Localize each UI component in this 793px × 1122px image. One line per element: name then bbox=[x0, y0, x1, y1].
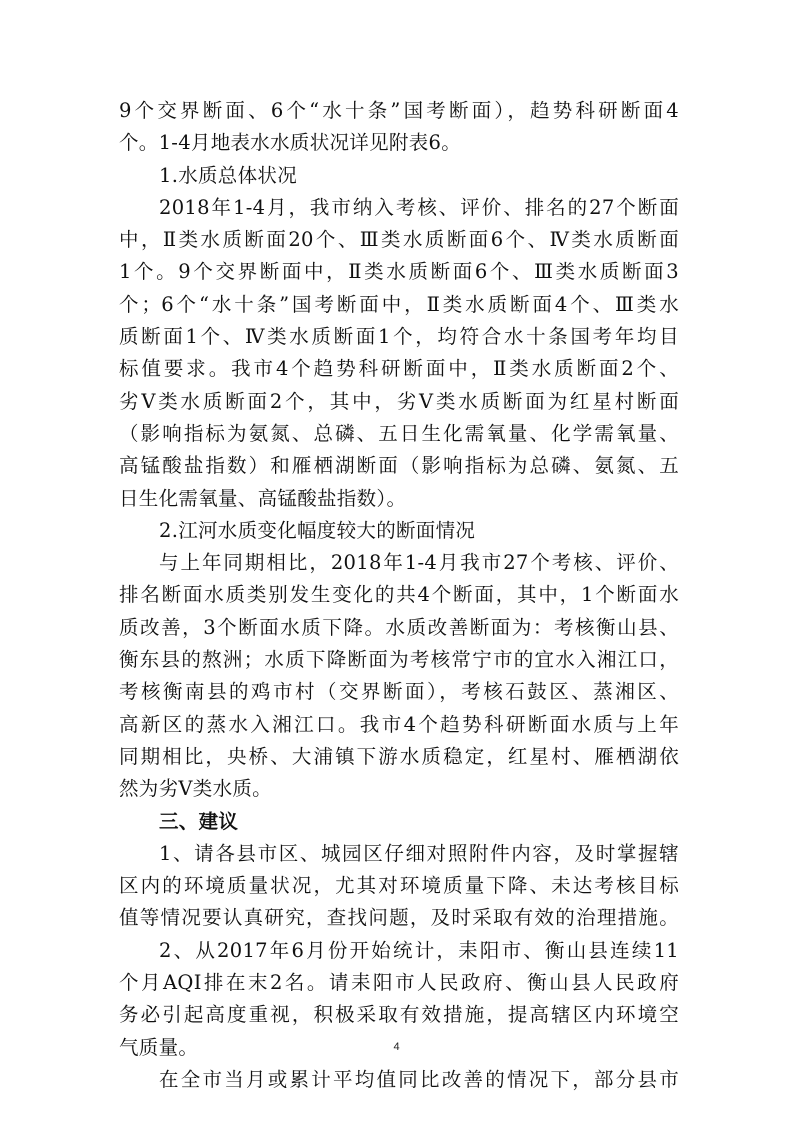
text-line: 2018年1-4月，我市纳入考核、评价、排名的27个断面 bbox=[159, 195, 679, 219]
text-line: 中，Ⅱ类水质断面20个、Ⅲ类水质断面6个、Ⅳ类水质断面 bbox=[119, 228, 679, 252]
text-line: 日生化需氧量、高锰酸盐指数）。 bbox=[119, 486, 407, 510]
text-line: 气质量。 bbox=[119, 1035, 199, 1059]
text-line: （影响指标为氨氮、总磷、五日生化需氧量、化学需氧量、 bbox=[119, 421, 679, 445]
text-line: 1、请各县市区、城园区仔细对照附件内容，及时掌握辖 bbox=[159, 841, 679, 865]
text-line: 同期相比，央桥、大浦镇下游水质稳定，红星村、雁栖湖依 bbox=[119, 744, 679, 768]
text-line: 劣Ⅴ类水质断面2个，其中，劣Ⅴ类水质断面为红星村断面 bbox=[119, 389, 679, 413]
page-number: 4 bbox=[393, 1041, 400, 1053]
text-line: 高锰酸盐指数）和雁栖湖断面（影响指标为总磷、氨氮、五 bbox=[119, 454, 679, 478]
text-line: 个月AQI排在末2名。请耒阳市人民政府、衡山县人民政府 bbox=[119, 971, 679, 995]
text-line: 个；6个“水十条”国考断面中，Ⅱ类水质断面4个、Ⅲ类水 bbox=[119, 292, 679, 316]
body-text bbox=[119, 95, 679, 1096]
section-subheading: 1.水质总体状况 bbox=[159, 163, 298, 187]
text-line: 排名断面水质类别发生变化的共4个断面，其中，1个断面水 bbox=[119, 583, 679, 607]
text-line: 衡东县的熬洲；水质下降断面为考核常宁市的宜水入湘江口， bbox=[119, 648, 679, 672]
text-line: 9个交界断面、6个“水十条”国考断面），趋势科研断面4 bbox=[119, 99, 679, 122]
text-line: 务必引起高度重视，积极采取有效措施，提高辖区内环境空 bbox=[119, 1003, 679, 1027]
text-line: 区内的环境质量状况，尤其对环境质量下降、未达考核目标 bbox=[119, 874, 679, 898]
text-line: 然为劣Ⅴ类水质。 bbox=[119, 777, 272, 801]
text-line: 质改善，3个断面水质下降。水质改善断面为：考核衡山县、 bbox=[119, 615, 679, 639]
text-line: 质断面1个、Ⅳ类水质断面1个，均符合水十条国考年均目 bbox=[119, 325, 679, 349]
section-heading: 三、建议 bbox=[159, 809, 239, 833]
text-line: 值等情况要认真研究，查找问题，及时采取有效的治理措施。 bbox=[119, 906, 679, 930]
text-line: 标值要求。我市4个趋势科研断面中，Ⅱ类水质断面2个、 bbox=[119, 357, 679, 381]
text-line: 考核衡南县的鸡市村（交界断面），考核石鼓区、蒸湘区、 bbox=[119, 680, 679, 704]
text-line: 个。1-4月地表水水质状况详见附表6。 bbox=[119, 131, 462, 155]
text-line: 1个。9个交界断面中，Ⅱ类水质断面6个、Ⅲ类水质断面3 bbox=[119, 260, 679, 284]
text-line: 2、从2017年6月份开始统计，耒阳市、衡山县连续11 bbox=[159, 938, 679, 962]
text-line: 与上年同期相比，2018年1-4月我市27个考核、评价、 bbox=[159, 551, 679, 575]
text-line: 高新区的蒸水入湘江口。我市4个趋势科研断面水质与上年 bbox=[119, 712, 679, 736]
text-line: 在全市当月或累计平均值同比改善的情况下，部分县市 bbox=[159, 1067, 679, 1091]
section-subheading: 2.江河水质变化幅度较大的断面情况 bbox=[159, 518, 476, 542]
